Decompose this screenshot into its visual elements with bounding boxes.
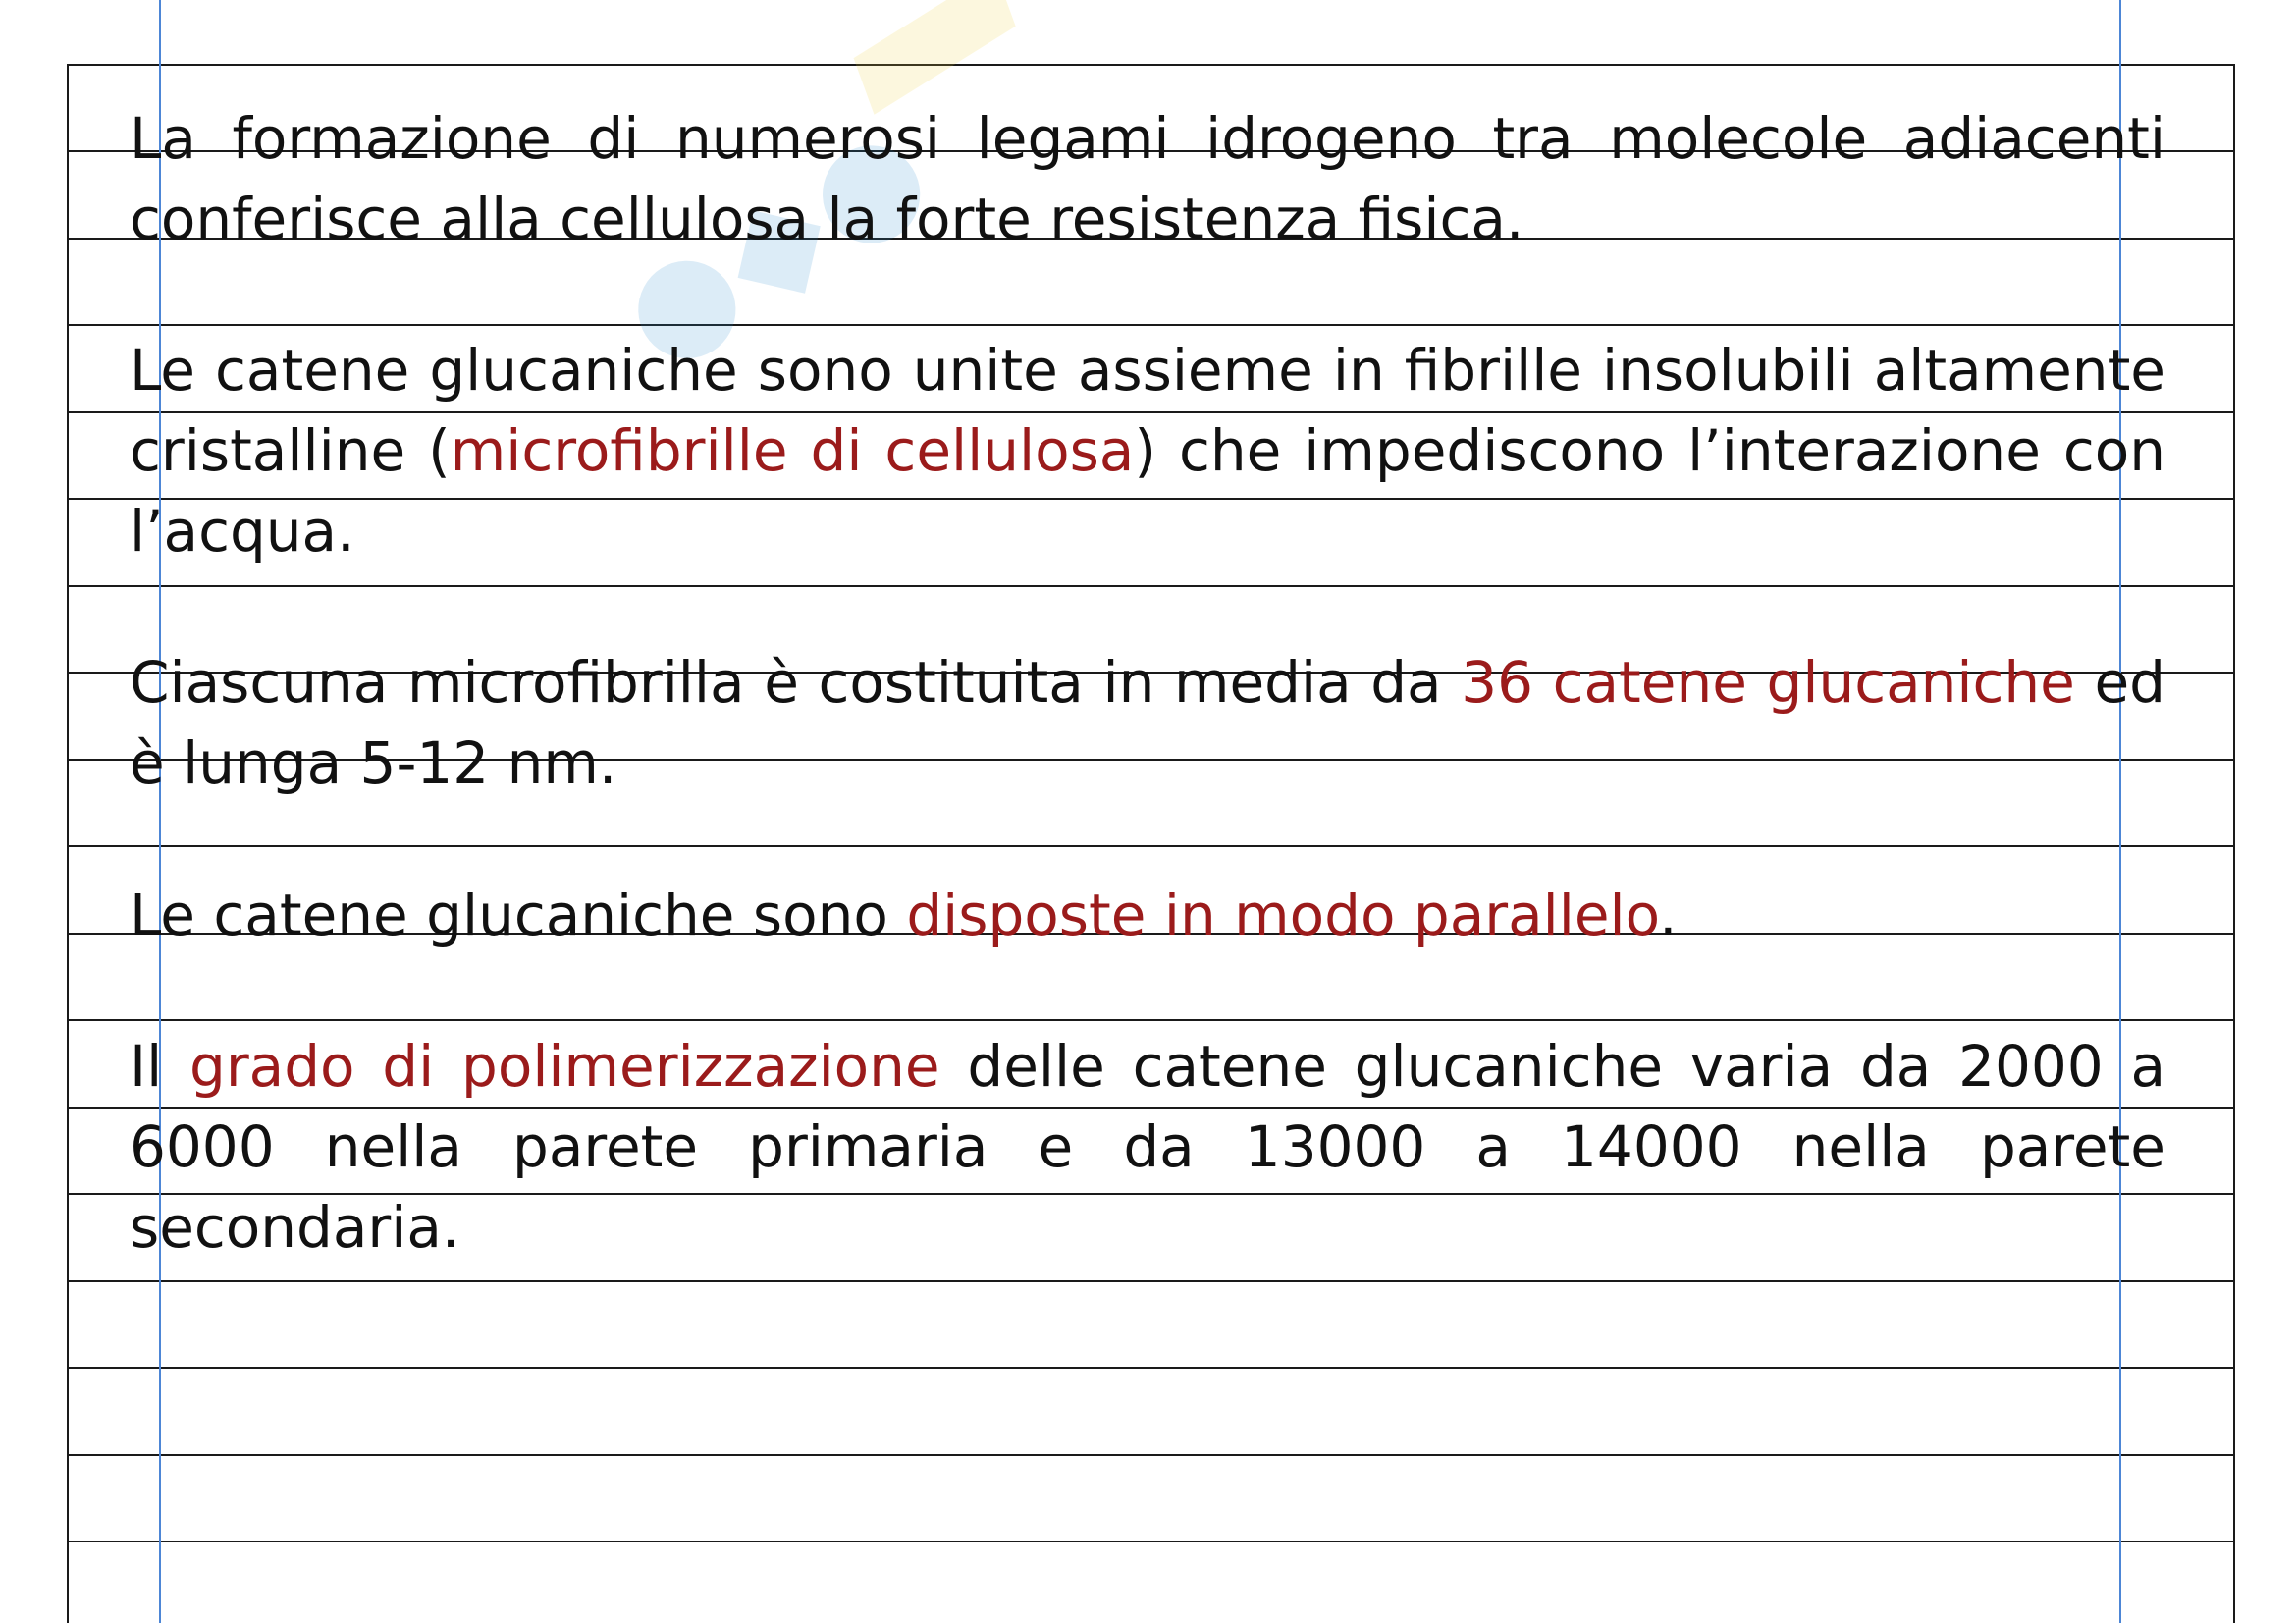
frame-right-border xyxy=(2233,64,2235,1623)
ruled-line xyxy=(67,64,2235,66)
paragraph-microfibril xyxy=(130,642,2165,803)
ruled-line xyxy=(67,585,2235,587)
paragraph-glucan-chains xyxy=(130,330,2165,571)
text-segment: Il xyxy=(130,1033,190,1100)
ruled-line xyxy=(67,1280,2235,1282)
highlighted-text: 36 catene glucaniche xyxy=(1461,649,2075,716)
text-segment: La formazione di numerosi legami idrogeno tra molecole adiacenti conferisce alla cellulosa la forte resistenza fisica. xyxy=(130,105,2165,252)
text-segment: . xyxy=(1659,882,1678,948)
ruled-line xyxy=(67,1019,2235,1021)
paragraph-polymerization xyxy=(130,1026,2165,1268)
ruled-line xyxy=(67,845,2235,847)
text-segment: ) che impediscono l’interazione con l’acqua. xyxy=(130,417,2165,565)
ruled-line xyxy=(67,1454,2235,1456)
paragraph-parallel xyxy=(130,875,2165,955)
text-segment: Ciascuna microfibrilla è costituita in media da xyxy=(130,649,1462,716)
highlighted-text: microfibrille di cellulosa xyxy=(450,417,1135,484)
text-segment: Le catene glucaniche sono xyxy=(130,882,907,948)
highlighted-text: grado di polimerizzazione xyxy=(189,1033,940,1100)
frame-left-border xyxy=(67,64,69,1623)
ruled-line xyxy=(67,324,2235,326)
ruled-line xyxy=(67,1541,2235,1542)
paragraph-hydrogen-bonds xyxy=(130,98,2165,259)
highlighted-text: disposte in modo parallelo xyxy=(906,882,1660,948)
ruled-line xyxy=(67,1367,2235,1369)
text-segment: Le catene glucaniche sono unite assieme in fibrille insolubili altamente cristalline ( xyxy=(130,337,2165,484)
text-segment: delle catene glucaniche varia da 2000 a 6000 nella parete primaria e da 13000 a 14000 nella parete secondaria. xyxy=(130,1033,2166,1261)
watermark-mark: ●◆● xyxy=(594,89,956,394)
text-segment: ed è lunga 5-12 nm. xyxy=(130,649,2165,796)
